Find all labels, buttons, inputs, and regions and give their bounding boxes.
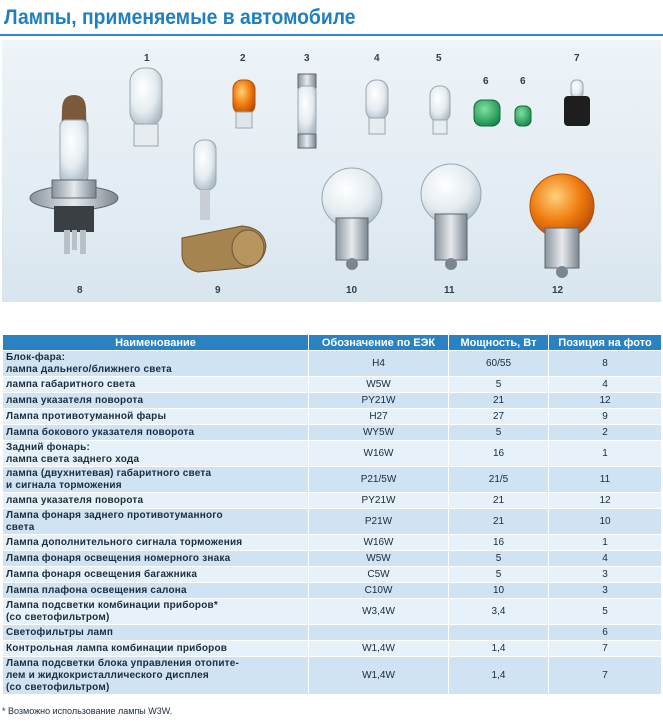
light-filters [474,100,531,126]
table-row [3,657,662,695]
table-row [3,377,662,393]
cell-name [3,583,309,599]
cell-position: 8 [549,351,662,377]
cell-code: W5W [309,377,449,393]
cell-power: 1,4 [449,657,549,695]
cell-name-line: и сигнала торможения [6,479,122,491]
cell-position: 12 [549,393,662,409]
cell-name-line: Лампа противотуманной фары [6,410,167,422]
cell-power: 5 [449,567,549,583]
cell-code: W1,4W [309,641,449,657]
cell-name-line: Блок-фара: [6,351,66,363]
table-row [3,467,662,493]
table-row [3,599,662,625]
table-row [3,641,662,657]
photo-label: 4 [374,53,380,64]
cell-code [309,625,449,641]
cell-name-line: Лампа фонаря освещения багажника [6,568,198,580]
cell-power: 21 [449,493,549,509]
table-header-row [3,335,662,351]
cell-name [3,425,309,441]
cell-name [3,467,309,493]
lamp-p21w [322,168,382,270]
cell-name-line: Лампа фонаря освещения номерного знака [6,552,231,564]
cell-code: W16W [309,441,449,467]
lamps-illustration [2,40,661,302]
photo-label: 3 [304,53,310,64]
cell-name-line: Лампа подсветки комбинации приборов* [6,599,218,611]
cell-position: 1 [549,441,662,467]
cell-power: 5 [449,551,549,567]
cell-code: C5W [309,567,449,583]
cell-name-line: лампа габаритного света [6,378,136,390]
cell-name [3,377,309,393]
lamp-h4 [30,95,118,254]
lamp-wy5w [233,80,255,128]
table-row [3,351,662,377]
cell-code: C10W [309,583,449,599]
column-header-position: Позиция на фото [549,335,662,351]
title-bar [0,0,663,36]
photo-label: 8 [77,285,83,296]
cell-power: 10 [449,583,549,599]
column-header-name: Наименование [3,335,309,351]
cell-name-line: лампа дальнего/ближнего света [6,363,172,375]
cell-name-line: лампа (двухнитевая) габаритного света [6,467,212,479]
cell-name [3,599,309,625]
cell-position: 11 [549,467,662,493]
photo-label: 1 [144,53,150,64]
cell-name-line: Контрольная лампа комбинации приборов [6,642,228,654]
page-title: Лампы, применяемые в автомобиле [4,6,356,29]
lamps-photo [2,40,661,302]
cell-name [3,625,309,641]
cell-name [3,393,309,409]
cell-name [3,351,309,377]
cell-power: 21/5 [449,467,549,493]
cell-code: W16W [309,535,449,551]
cell-name-line: лампа указателя поворота [6,494,144,506]
cell-name [3,551,309,567]
cell-code: PY21W [309,393,449,409]
cell-name-line: Лампа бокового указателя поворота [6,426,195,438]
cell-name-line: Лампа фонаря заднего противотуманного [6,509,223,521]
cell-code: H27 [309,409,449,425]
table-row [3,625,662,641]
table-body [3,351,662,695]
photo-label: 5 [436,53,442,64]
cell-position: 1 [549,535,662,551]
cell-name [3,493,309,509]
cell-position: 3 [549,583,662,599]
cell-power: 16 [449,535,549,551]
table-row [3,441,662,467]
cell-power: 1,4 [449,641,549,657]
photo-label: 11 [444,285,455,296]
column-header-code: Обозначение по ЕЭК [309,335,449,351]
cell-code: WY5W [309,425,449,441]
table-row [3,567,662,583]
cell-power: 5 [449,377,549,393]
cell-position: 6 [549,625,662,641]
cell-position: 10 [549,509,662,535]
cell-name-line: Лампа подсветки блока управления отопите- [6,657,240,669]
lamp-c5w [298,74,316,148]
table-row [3,509,662,535]
cell-name [3,641,309,657]
cell-position: 2 [549,425,662,441]
cell-power: 21 [449,393,549,409]
cell-power: 27 [449,409,549,425]
cell-code: PY21W [309,493,449,509]
lamps-table [2,334,662,695]
cell-code: W5W [309,551,449,567]
cell-code: P21W [309,509,449,535]
cell-name-line: Лампа плафона освещения салона [6,584,187,596]
cell-position: 4 [549,377,662,393]
lamp-w1-4w [564,80,590,126]
cell-position: 3 [549,567,662,583]
cell-position: 9 [549,409,662,425]
photo-label: 2 [240,53,246,64]
cell-power: 16 [449,441,549,467]
photo-label: 7 [574,53,580,64]
cell-position: 5 [549,599,662,625]
cell-name-line: света [6,521,35,533]
cell-position: 7 [549,657,662,695]
table-row [3,409,662,425]
photo-label: 10 [346,285,358,296]
cell-power: 21 [449,509,549,535]
footnote: * Возможно использование лампы W3W. [2,706,173,716]
lamp-w5w [366,80,388,134]
cell-name-line: Задний фонарь: [6,441,91,453]
cell-name-line: Лампа дополнительного сигнала торможения [6,536,243,548]
table-row [3,425,662,441]
table-row [3,583,662,599]
cell-name-line: лем и жидкокристаллического дисплея [6,669,209,681]
cell-power: 60/55 [449,351,549,377]
cell-name-line: лампа указателя поворота [6,394,144,406]
cell-name-line: лампа света заднего хода [6,453,140,465]
lamp-w3-4w [430,86,450,134]
lamp-p21-5w [421,164,481,270]
table-row [3,393,662,409]
lamp-h27 [182,140,266,272]
cell-name [3,409,309,425]
table-row [3,493,662,509]
photo-label: 9 [215,285,221,296]
cell-name [3,535,309,551]
photo-label: 12 [552,285,564,296]
cell-power: 5 [449,425,549,441]
cell-code: P21/5W [309,467,449,493]
cell-code: H4 [309,351,449,377]
table-row [3,535,662,551]
cell-name-line: Светофильтры ламп [6,626,114,638]
cell-name [3,567,309,583]
column-header-power: Мощность, Вт [449,335,549,351]
cell-power: 3,4 [449,599,549,625]
lamp-py21w [530,174,594,278]
cell-position: 7 [549,641,662,657]
cell-code: W1,4W [309,657,449,695]
cell-position: 4 [549,551,662,567]
cell-position: 12 [549,493,662,509]
cell-name [3,657,309,695]
photo-label: 6 [483,76,489,87]
cell-name [3,509,309,535]
cell-name-line: (со светофильтром) [6,681,110,693]
cell-name-line: (со светофильтром) [6,611,110,623]
cell-code: W3,4W [309,599,449,625]
cell-power [449,625,549,641]
lamp-w16w [130,68,162,146]
cell-name [3,441,309,467]
table-row [3,551,662,567]
photo-label: 6 [520,76,526,87]
